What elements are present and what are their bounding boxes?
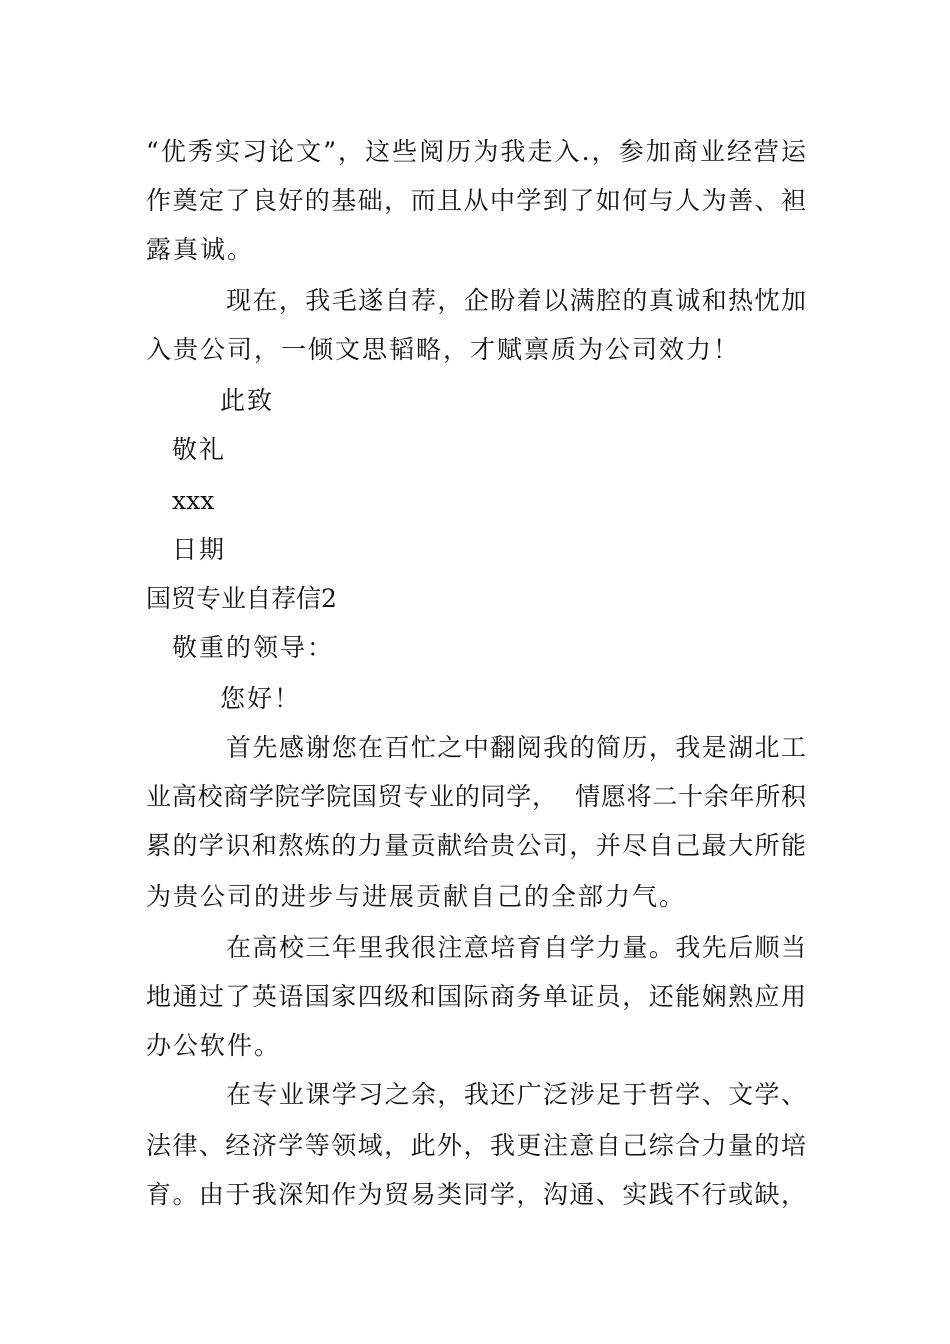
text-line-3: 露真诚。 [146, 235, 255, 264]
hello-line: 您好！ [220, 684, 302, 713]
letter-title: 国贸专业自荐信2 [146, 584, 337, 613]
text-line-18: 地通过了英语国家四级和国际商务单证员，还能娴熟应用 [146, 982, 806, 1011]
text-line-17: 在高校三年里我很注意培育自学力量。我先后顺当 [226, 933, 806, 962]
text-line-5: 入贵公司，一倾文思韬略，才赋禀质为公司效力！ [146, 335, 741, 364]
regards: 敬礼 [172, 435, 227, 464]
text-line-4: 现在，我毛遂自荐，企盼着以满腔的真诚和热忱加 [226, 286, 806, 315]
text-line-13: 首先感谢您在百忙之中翻阅我的简历，我是湖北工 [226, 733, 806, 762]
text-line-15: 累的学识和熬炼的力量贡献给贵公司，并尽自己最大所能 [146, 831, 806, 860]
text-line-20: 在专业课学习之余，我还广泛涉足于哲学、文学、 [226, 1080, 806, 1109]
text-line-1: “优秀实习论文”，这些阅历为我走入.，参加商业经营运 [146, 137, 806, 166]
text-line-14: 业高校商学院学院国贸专业的同学， 情愿将二十余年所积 [146, 782, 806, 811]
greeting: 敬重的领导： [172, 633, 335, 662]
text-line-19: 办公软件。 [146, 1031, 282, 1060]
text-line-2: 作奠定了良好的基础，而且从中学到了如何与人为善、袒 [146, 186, 806, 215]
text-line-16: 为贵公司的进步与进展贡献自己的全部力气。 [146, 882, 687, 911]
text-line-21: 法律、经济学等领域，此外，我更注意自己综合力量的培 [146, 1131, 806, 1160]
text-line-22: 育。由于我深知作为贸易类同学，沟通、实践不行或缺， [146, 1180, 806, 1209]
signature-date: 日期 [172, 535, 227, 564]
salutation-closing: 此致 [220, 386, 275, 415]
signature-name: xxx [172, 486, 215, 515]
